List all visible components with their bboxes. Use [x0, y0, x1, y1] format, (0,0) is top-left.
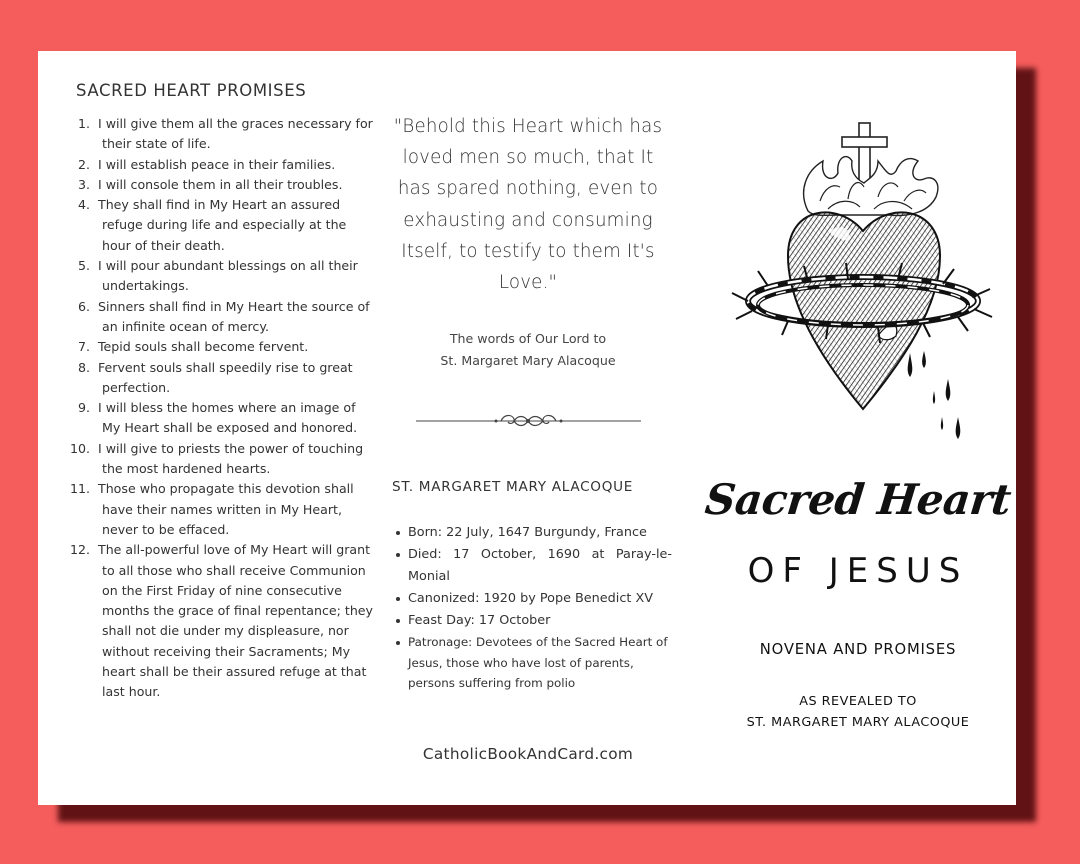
revealed-line-1: AS REVEALED TO: [799, 694, 917, 709]
cover-title-script: Sacred Heart: [702, 475, 1014, 524]
promises-title: SACRED HEART PROMISES: [76, 81, 307, 100]
flourish-divider: [416, 411, 641, 431]
revealed-line-2: ST. MARGARET MARY ALACOQUE: [746, 715, 970, 730]
fact-item: Feast Day: 17 October: [406, 610, 672, 631]
promise-item: 4. They shall find in My Heart an assured refuge during life and especially at the hour of their death.: [77, 197, 347, 253]
promise-item: 9. I will bless the homes where an image of My Heart shall be exposed and honored.: [77, 400, 358, 436]
attribution-line-1: The words of Our Lord to: [449, 331, 607, 347]
promise-item: 3. I will console them in all their troubles.: [77, 176, 343, 192]
sacred-heart-illustration: [728, 121, 998, 441]
promise-item: 6. Sinners shall find in My Heart the source of an infinite ocean of mercy.: [77, 298, 370, 334]
cover-subtitle: NOVENA AND PROMISES: [759, 641, 957, 658]
cover-revealed: [698, 691, 1018, 733]
brochure: [38, 51, 1016, 805]
promise-item: 11. Those who propagate this devotion shall have their names written in My Heart, never to be effaced.: [69, 481, 354, 537]
saint-title: ST. MARGARET MARY ALACOQUE: [392, 479, 634, 495]
quote-text: "Behold this Heart which has loved men so much, that It has spared nothing, even to exhausting and consuming Itself, to testify to them It's Love.": [393, 116, 663, 294]
attribution-line-2: St. Margaret Mary Alacoque: [440, 353, 616, 369]
fact-item: Born: 22 July, 1647 Burgundy, France: [406, 522, 672, 543]
fact-item: Patronage: Devotees of the Sacred Heart of Jesus, those who have lost of parents, persons suffering from polio: [406, 632, 672, 693]
promise-item: 8. Fervent souls shall speedily rise to great perfection.: [77, 359, 353, 395]
promise-item: 2. I will establish peace in their families.: [77, 156, 336, 172]
promises-list: [69, 114, 376, 703]
promise-item: 5. I will pour abundant blessings on all their undertakings.: [77, 258, 358, 294]
promise-item: 12. The all-powerful love of My Heart will grant to all those who shall receive Communion on the First Friday of nine consecutive months the grace of final repentance; they shall not die under my displeasure, nor without receiving their Sacraments; My heart shall be their assured refuge at that last hour.: [69, 542, 373, 700]
fact-item: Canonized: 1920 by Pope Benedict XV: [406, 588, 672, 609]
promise-item: 10. I will give to priests the power of touching the most hardened hearts.: [69, 440, 364, 477]
quote-attribution: [388, 328, 668, 372]
website-text: CatholicBookAndCard.com: [422, 745, 634, 763]
promise-item: 1. I will give them all the graces necessary for their state of life.: [77, 116, 373, 152]
promises-panel: [69, 81, 376, 703]
quote-panel: [388, 111, 668, 372]
saint-facts: [406, 522, 672, 695]
fact-item: Died: 17 October, 1690 at Paray-le-Monial: [406, 544, 672, 587]
promise-item: 7. Tepid souls shall become fervent.: [77, 339, 309, 355]
cover-title-sub: OF JESUS: [747, 551, 969, 591]
